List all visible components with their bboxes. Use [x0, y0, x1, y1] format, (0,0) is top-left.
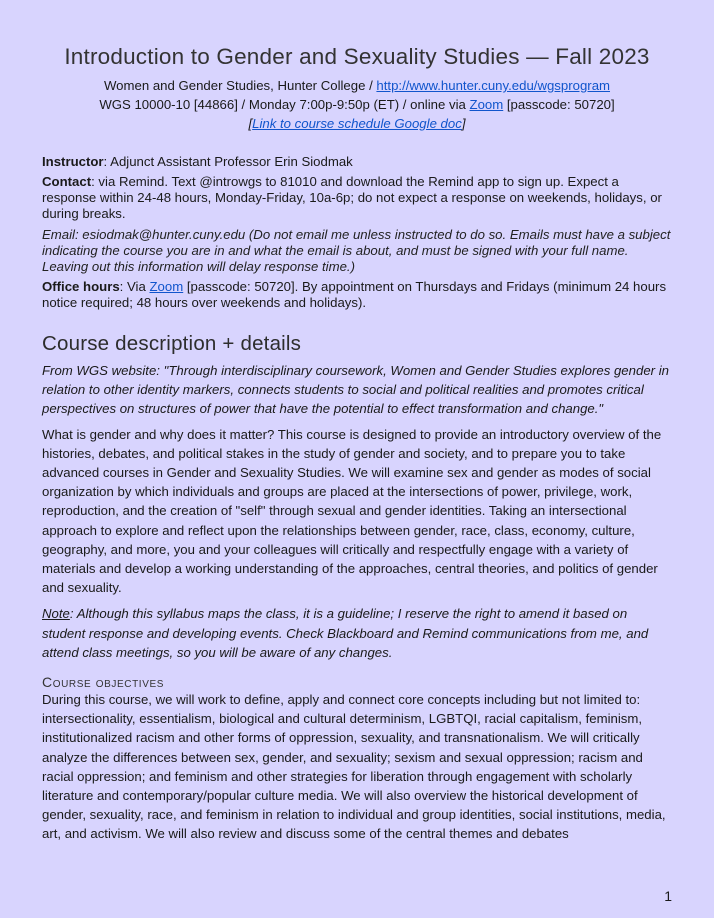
course-line-text: WGS 10000-10 [44866] / Monday 7:00p-9:50p (ET) / online via — [99, 97, 470, 112]
syllabus-note — [42, 604, 672, 662]
office-zoom-link[interactable]: Zoom — [149, 279, 184, 294]
note-text: : Although this syllabus maps the class, it is a guideline; I reserve the right to amend it based on student response and developing events. Check Blackboard and Remind communications from me, and attend class meetings, so you will be aware of any changes. — [42, 606, 649, 660]
objectives-body: During this course, we will work to define, apply and connect core concepts including but not limited to: intersectionality, essentialism, biological and cultural determinism, LGBTQI, racial capitalism, feminism, institutionalized racism and other forms of oppression, sexuality, and transnationalism. We will critically analyze the differences between sex, gender, and sexuality; sexism and sexual oppression; racism and racial oppression; and feminism and other strategies for liberation through engagement with scholarly literature and contemporary/popular culture media. We will also overview the historical development of gender, sexuality, race, and feminism in relation to individual and group identities, social institutions, media, art, and activism. We will also review and discuss some of the central themes and debates — [42, 692, 666, 842]
schedule-line — [42, 114, 672, 133]
syllabus-page — [42, 0, 672, 844]
course-passcode: [passcode: 50720] — [503, 97, 615, 112]
description-body: What is gender and why does it matter? This course is designed to provide an introductory overview of the histories, debates, and political stakes in the study of gender and society, and to prepare you to take advanced courses in Gender and Sexuality Studies. We will examine sex and gender as modes of social organization by which individuals and groups are placed at the intersections of power, privilege, work, reproduction, and the creation of "self" through sexual and gender identities. Taking an intersectional approach to explore and reflect upon the relationships between gender, race, class, economy, culture, geography, and more, you and your colleagues will critically and respectfully engage with a variety of materials and develop a working understanding of the approaches, central theories, and politics of gender and sexuality. — [42, 426, 662, 596]
bracket-close: ] — [461, 116, 466, 131]
course-line — [42, 95, 672, 114]
contact-label: Contact — [42, 174, 92, 189]
contact-value: : via Remind. Text @introwgs to 81010 and download the Remind app to sign up. Expect a response within 24-48 hours, Monday-Friday, 10a-6p; do not expect a response on weekends, holidays, or during breaks. — [42, 174, 662, 221]
office-hours-line — [42, 279, 672, 311]
department-text: Women and Gender Studies, Hunter College / — [103, 78, 377, 93]
instructor-label: Instructor — [42, 154, 104, 169]
description-quote: From WGS website: "Through interdisciplinary coursework, Women and Gender Studies explores gender in relation to other identity markers, connects students to social and political realities and promotes critical perspectives on structures of power that have the potential to effect transformation and change." — [42, 363, 669, 417]
zoom-link[interactable]: Zoom — [469, 97, 504, 112]
email-note: Email: esiodmak@hunter.cuny.edu (Do not email me unless instructed to do so. Emails must have a subject indicating the course you are in and what the email is about, and must be signed with your full name. Leaving out this information will delay response time.) — [42, 227, 671, 274]
department-line — [42, 76, 672, 95]
page-number: 1 — [664, 888, 672, 904]
program-link[interactable]: http://www.hunter.cuny.edu/wgsprogram — [376, 78, 611, 93]
office-hours-post: [passcode: 50720]. By appointment on Thursdays and Fridays (minimum 24 hours notice required; 48 hours over weekends and holidays). — [42, 279, 667, 310]
office-hours-label: Office hours — [42, 279, 120, 294]
contact-line — [42, 174, 672, 222]
office-hours-pre: : Via — [119, 279, 150, 294]
instructor-value: : Adjunct Assistant Professor Erin Siodmak — [103, 154, 353, 169]
schedule-link[interactable]: Link to course schedule Google doc — [252, 116, 462, 131]
bracket-open: [ — [248, 116, 253, 131]
page-title: Introduction to Gender and Sexuality Studies — Fall 2023 — [64, 44, 650, 69]
section-heading: Course description + details — [42, 332, 302, 355]
instructor-line — [42, 154, 672, 170]
objectives-heading: Course objectives — [42, 674, 164, 691]
note-label: Note — [42, 606, 70, 622]
